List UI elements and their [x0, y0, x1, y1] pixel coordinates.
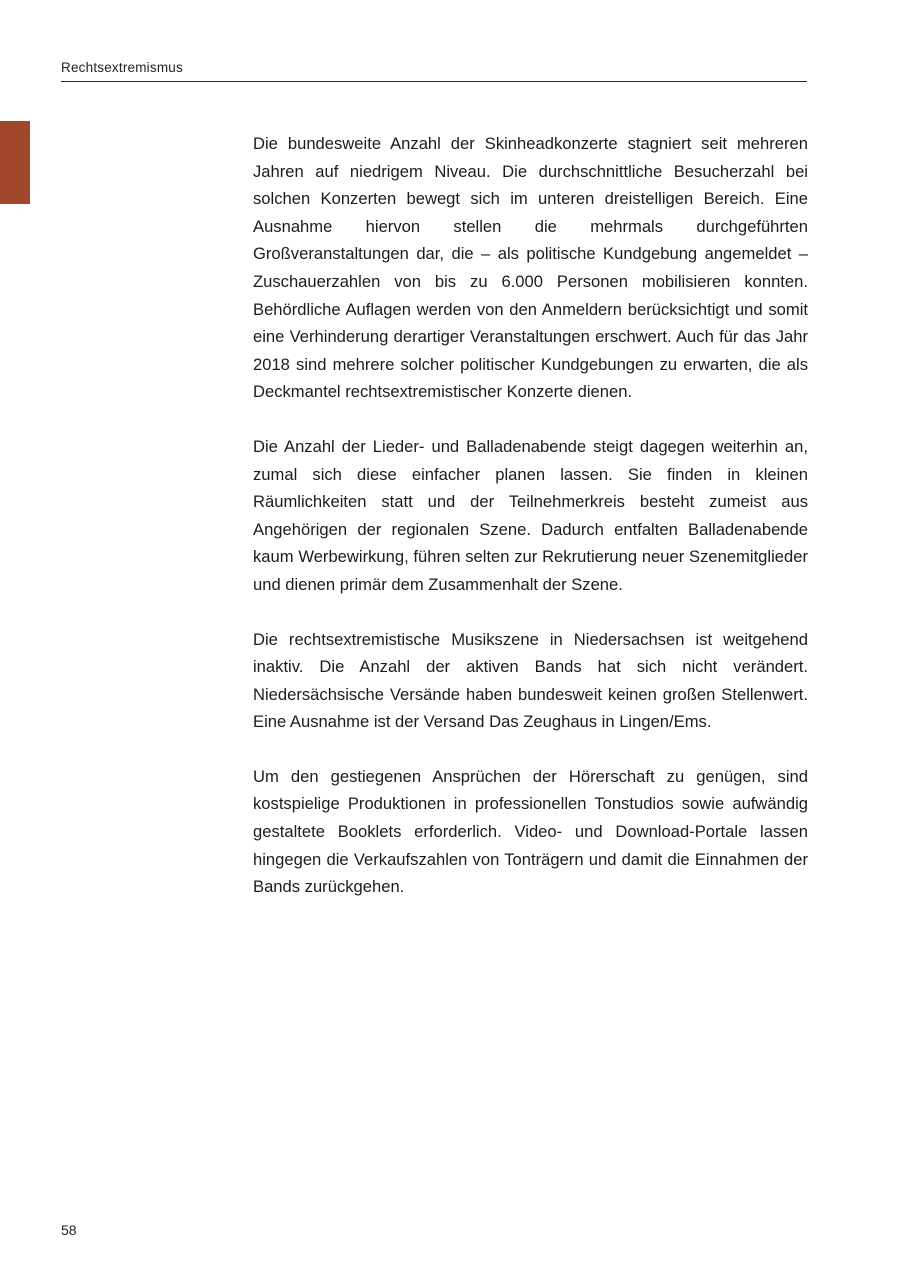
body-text — [253, 130, 808, 928]
chapter-marker-tab — [0, 121, 30, 204]
paragraph-productions-revenue: Um den gestiegenen Ansprüchen der Hörerschaft zu genügen, sind kostspielige Produktionen in professionellen Tonstudios sowie aufwändig gestaltete Booklets erforderlich. Video- und Download-Portale lassen hingegen die Verkaufszahlen von Tonträgern und damit die Einnahmen der Bands zurückgehen. — [253, 766, 808, 897]
running-header — [61, 58, 807, 82]
paragraph-ballad-evenings: Die Anzahl der Lieder- und Balladenabende steigt dagegen weiterhin an, zumal sich diese einfacher planen lassen. Sie finden in kleinen Räumlichkeiten statt und der Teilnehmerkreis besteht zumeist aus Angehörigen der regionalen Szene. Dadurch entfalten Balladenabende kaum Werbewirkung, führen selten zur Rekrutierung neuer Szenemitglieder und dienen primär dem Zusammenhalt der Szene. — [253, 436, 808, 594]
paragraph-music-scene-niedersachsen: Die rechtsextremistische Musikszene in Niedersachsen ist weitgehend inaktiv. Die Anzahl der aktiven Bands hat sich nicht verändert. Niedersächsische Versände haben bundesweit keinen großen Stellenwert. Eine Ausnahme ist der Versand Das Zeughaus in Lingen/Ems. — [253, 629, 808, 732]
paragraph-skinhead-concerts: Die bundesweite Anzahl der Skinheadkonzerte stagniert seit mehreren Jahren auf niedrigem Niveau. Die durchschnittliche Besucherzahl bei solchen Konzerten bewegt sich im unteren dreistelligen Bereich. Eine Ausnahme hiervon stellen die mehrmals durchgeführten Großveranstaltungen dar, die – als politische Kundgebung angemeldet – Zuschauerzahlen von bis zu 6.000 Personen mobilisieren konnten. Behördliche Auflagen werden von den Anmeldern berücksichtigt und somit eine Verhinderung derartiger Veranstaltungen erschwert. Auch für das Jahr 2018 sind mehrere solcher politischer Kundgebungen zu erwarten, die als Deckmantel rechtsextremistischer Konzerte dienen. — [253, 134, 808, 402]
page-number: 58 — [61, 1222, 77, 1238]
running-header-title: Rechtsextremismus — [61, 60, 183, 75]
